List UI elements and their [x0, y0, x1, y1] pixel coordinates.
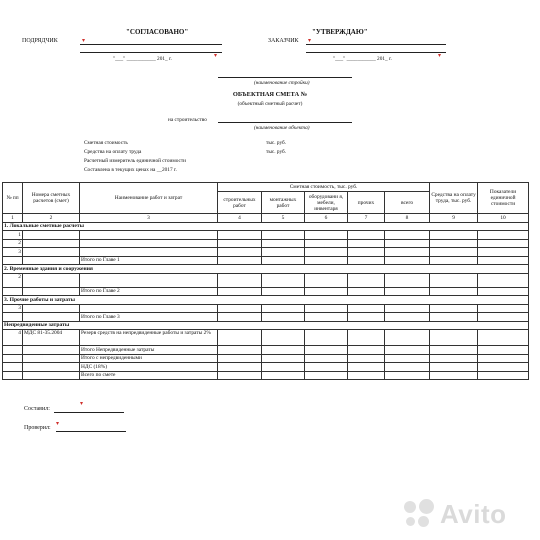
col-number: 9: [430, 214, 478, 223]
row-number: 2: [3, 239, 23, 248]
table-row: [3, 248, 529, 257]
section-title: Непредвиденные затраты: [3, 321, 529, 330]
table-row: [3, 330, 529, 346]
meter-label: Расчетный измеритель единичной стоимости: [84, 158, 187, 164]
col-number: 8: [385, 214, 430, 223]
customer-red-mark: ▾: [308, 38, 312, 44]
contractor-name-line: [80, 52, 222, 53]
row-number: 2: [3, 273, 23, 287]
header-construction: строительных работ: [218, 192, 262, 214]
contractor-date: "___" ___________ 201_ г.: [113, 56, 172, 62]
row-number: 3: [3, 304, 23, 313]
compiled-signature-line: [54, 412, 124, 413]
customer-label: ЗАКАЗЧИК: [268, 38, 299, 44]
header-indicators: Показатели единичной стоимости: [478, 183, 529, 214]
header-num: № пп: [3, 183, 23, 214]
checked-label: Проверил:: [24, 425, 51, 431]
header-equipment: оборудовани я, мебели, инвентаря: [305, 192, 348, 214]
chapter-total-label: Итого по Главе 1: [80, 256, 218, 265]
col-number: 5: [262, 214, 305, 223]
section-row: [3, 265, 529, 274]
total-row: [3, 256, 529, 265]
section-title: 2. Временные здания и сооружения: [3, 265, 529, 274]
section-title: 1. Локальные сметные расчеты: [3, 222, 529, 231]
wages-label: Средства на оплату труда: [84, 149, 142, 155]
header-installation: монтажных работ: [262, 192, 305, 214]
contractor-label: ПОДРЯДЧИК: [22, 38, 58, 44]
header-other: прочих: [348, 192, 385, 214]
header-cost-group: Сметная стоимость, тыс. руб.: [218, 183, 430, 192]
section-title: 3. Прочие работы и затраты: [3, 296, 529, 305]
col-number: 6: [305, 214, 348, 223]
compiled-red-mark: ▾: [80, 401, 84, 407]
total-row: [3, 287, 529, 296]
contractor-date-red-mark: ▾: [214, 53, 218, 59]
col-number: 10: [478, 214, 529, 223]
page-subtitle: (объектный сметный расчет): [237, 101, 303, 107]
cost-label: Сметная стоимость: [84, 140, 128, 146]
section-row: [3, 222, 529, 231]
page-title: ОБЪЕКТНАЯ СМЕТА №: [232, 91, 308, 98]
section-row: [3, 321, 529, 330]
table-row: [3, 304, 529, 313]
contingency-reserve: Резерв средств на непредвиденные работы и затраты 2%: [80, 330, 218, 346]
customer-date-red-mark: ▾: [438, 53, 442, 59]
total-row: [3, 313, 529, 322]
chapter-total-label: Итого по Главе 3: [80, 313, 218, 322]
table-header-row-1: [3, 183, 529, 192]
customer-date: "___" ___________ 201_ г.: [333, 56, 392, 62]
cost-unit: тыс. руб.: [266, 140, 287, 146]
watermark-text: Avito: [440, 498, 507, 529]
avito-watermark: [402, 496, 507, 532]
col-number: 7: [348, 214, 385, 223]
compiled-label: Составил:: [24, 406, 50, 412]
table-row: [3, 239, 529, 248]
avito-logo-icon: [402, 497, 436, 531]
header-name: Наименование работ и затрат: [80, 183, 218, 214]
construction-label: на строительство: [168, 117, 207, 123]
contractor-red-mark: ▾: [82, 38, 86, 44]
object-line: [218, 122, 352, 123]
section-row: [3, 296, 529, 305]
site-caption: (наименование стройки): [254, 80, 310, 86]
header-total: всего: [385, 192, 430, 214]
col-number: 3: [80, 214, 218, 223]
vat-label: НДС (18%): [80, 363, 218, 372]
total-row: [3, 346, 529, 355]
object-caption: (наименование объекта): [254, 125, 310, 131]
agreed-stamp: "СОГЛАСОВАНО": [126, 28, 189, 36]
grand-total-label: Всего по смете: [80, 371, 218, 380]
estimate-table: [2, 182, 529, 380]
row-number: 4: [3, 330, 23, 346]
checked-signature-line: [56, 431, 126, 432]
table-row: [3, 231, 529, 240]
table-row: [3, 273, 529, 287]
contractor-signature-line: [80, 44, 222, 45]
customer-signature-line: [306, 44, 446, 45]
wages-unit: тыс. руб.: [266, 149, 287, 155]
col-number: 1: [3, 214, 23, 223]
total-row: [3, 354, 529, 363]
contingency-code: МДС 81-35.2004: [23, 330, 80, 346]
column-number-row: [3, 214, 529, 223]
header-estimate-numbers: Номера сметных расчетов (смет): [23, 183, 80, 214]
approved-stamp: "УТВЕРЖДАЮ": [312, 28, 368, 36]
checked-red-mark: ▾: [56, 421, 60, 427]
col-number: 4: [218, 214, 262, 223]
header-wages: Средства на оплату труда, тыс. руб.: [430, 183, 478, 214]
total-row: [3, 363, 529, 372]
prices-label: Составлена в текущих ценах на __2017 г.: [84, 167, 177, 173]
row-number: 3: [3, 248, 23, 257]
row-number: 1: [3, 231, 23, 240]
customer-name-line: [306, 52, 446, 53]
total-row: [3, 371, 529, 380]
site-line: [218, 77, 352, 78]
total-contingency-label: Итого Непредвиденные затраты: [80, 346, 218, 355]
chapter-total-label: Итого по Главе 2: [80, 287, 218, 296]
total-with-contingency-label: Итого с непредвиденными: [80, 354, 218, 363]
col-number: 2: [23, 214, 80, 223]
